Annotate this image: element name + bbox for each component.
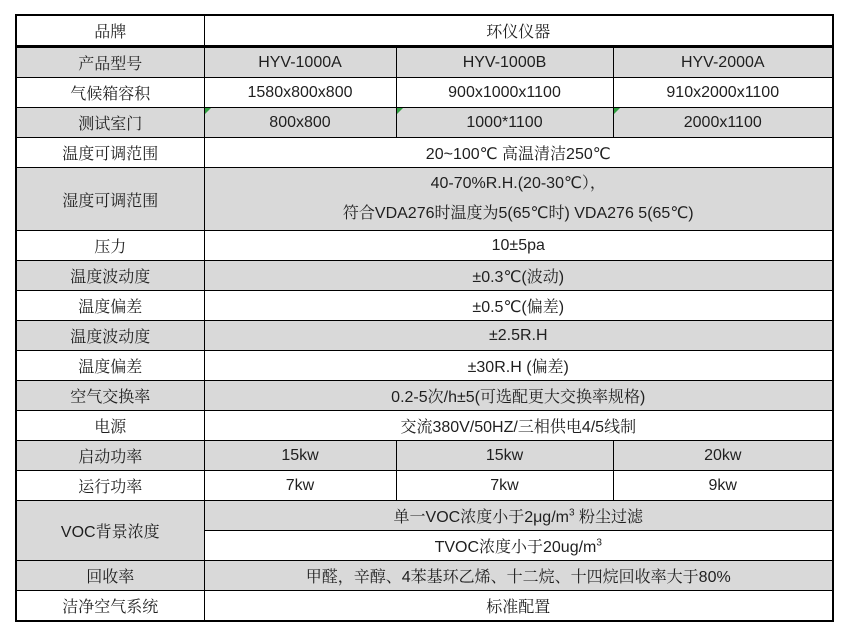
table-row	[16, 471, 833, 501]
test-door-value-1-text: 800x800	[269, 113, 331, 131]
cell-flag-triangle-icon	[397, 108, 403, 114]
voc-background-line-2	[204, 531, 833, 561]
voc-background-line-1	[204, 501, 833, 531]
recovery-rate-value: 甲醛，辛醇、4苯基环乙烯、十二烷、十四烷回收率大于80%	[204, 561, 833, 591]
test-door-value-3	[613, 108, 833, 138]
model-value-2: HYV-1000B	[396, 47, 613, 78]
humidity-range-value	[204, 168, 833, 231]
table-row	[16, 591, 833, 622]
table-row	[16, 441, 833, 471]
running-power-value-3: 9kw	[613, 471, 833, 501]
humidity-deviation-value: ±30R.H (偏差)	[204, 351, 833, 381]
table-row	[16, 321, 833, 351]
product-spec-table	[15, 14, 834, 622]
table-row	[16, 501, 833, 531]
humidity-range-line-1: 40-70%R.H.(20-30℃），	[430, 175, 606, 192]
row-label-model: 产品型号	[16, 47, 204, 78]
table-row	[16, 561, 833, 591]
row-label-recovery-rate: 回收率	[16, 561, 204, 591]
row-label-humidity-deviation: 温度偏差	[16, 351, 204, 381]
brand-value: 环仪仪器	[204, 15, 833, 47]
temp-range-value: 20~100℃ 高温清洁250℃	[204, 138, 833, 168]
cell-flag-triangle-icon	[205, 108, 211, 114]
table-row	[16, 351, 833, 381]
row-label-temp-range: 温度可调范围	[16, 138, 204, 168]
startup-power-value-2: 15kw	[396, 441, 613, 471]
humidity-range-line-2: 符合VDA276时温度为5(65℃时) VDA276 5(65℃)	[342, 205, 694, 222]
row-label-voc-background: VOC背景浓度	[16, 501, 204, 561]
running-power-value-1: 7kw	[204, 471, 396, 501]
temp-fluctuation-value: ±0.3℃(波动)	[204, 261, 833, 291]
temp-deviation-value: ±0.5℃(偏差)	[204, 291, 833, 321]
row-label-running-power: 运行功率	[16, 471, 204, 501]
row-label-chamber-volume: 气候箱容积	[16, 78, 204, 108]
row-label-humidity-range: 湿度可调范围	[16, 168, 204, 231]
table-row	[16, 78, 833, 108]
row-label-test-door: 测试室门	[16, 108, 204, 138]
row-label-pressure: 压力	[16, 231, 204, 261]
model-value-3: HYV-2000A	[613, 47, 833, 78]
table-row	[16, 138, 833, 168]
startup-power-value-3: 20kw	[613, 441, 833, 471]
table-row	[16, 381, 833, 411]
row-label-clean-air: 洁净空气系统	[16, 591, 204, 622]
humidity-fluctuation-value: ±2.5R.H	[204, 321, 833, 351]
row-label-brand: 品牌	[16, 15, 204, 47]
air-exchange-value: 0.2-5次/h±5(可选配更大交换率规格)	[204, 381, 833, 411]
pressure-value: 10±5pa	[204, 231, 833, 261]
test-door-value-2	[396, 108, 613, 138]
row-label-humidity-fluctuation: 温度波动度	[16, 321, 204, 351]
table-row	[16, 411, 833, 441]
voc-line-2-text: TVOC浓度小于20ug/m	[434, 539, 597, 556]
startup-power-value-1: 15kw	[204, 441, 396, 471]
row-label-temp-deviation: 温度偏差	[16, 291, 204, 321]
table-row	[16, 15, 833, 47]
model-value-1: HYV-1000A	[204, 47, 396, 78]
table-row	[16, 231, 833, 261]
power-supply-value: 交流380V/50HZ/三相供电4/5线制	[204, 411, 833, 441]
clean-air-value: 标准配置	[204, 591, 833, 622]
row-label-startup-power: 启动功率	[16, 441, 204, 471]
running-power-value-2: 7kw	[396, 471, 613, 501]
table-row	[16, 261, 833, 291]
table-row	[16, 47, 833, 78]
voc-line-1-text: 单一VOC浓度小于2μg/m	[393, 509, 569, 526]
row-label-air-exchange: 空气交换率	[16, 381, 204, 411]
voc-line-1-tail: 粉尘过滤	[574, 509, 643, 526]
row-label-temp-fluctuation: 温度波动度	[16, 261, 204, 291]
table-row	[16, 108, 833, 138]
voc-line-1-superscript: 3	[568, 507, 575, 519]
table-row	[16, 168, 833, 231]
test-door-value-1	[204, 108, 396, 138]
chamber-volume-value-1: 1580x800x800	[204, 78, 396, 108]
chamber-volume-value-2: 900x1000x1100	[396, 78, 613, 108]
voc-line-2-superscript: 3	[596, 537, 602, 549]
test-door-value-2-text: 1000*1100	[466, 113, 543, 131]
row-label-power-supply: 电源	[16, 411, 204, 441]
chamber-volume-value-3: 910x2000x1100	[613, 78, 833, 108]
cell-flag-triangle-icon	[614, 108, 620, 114]
test-door-value-3-text: 2000x1100	[683, 113, 762, 131]
table-row	[16, 291, 833, 321]
